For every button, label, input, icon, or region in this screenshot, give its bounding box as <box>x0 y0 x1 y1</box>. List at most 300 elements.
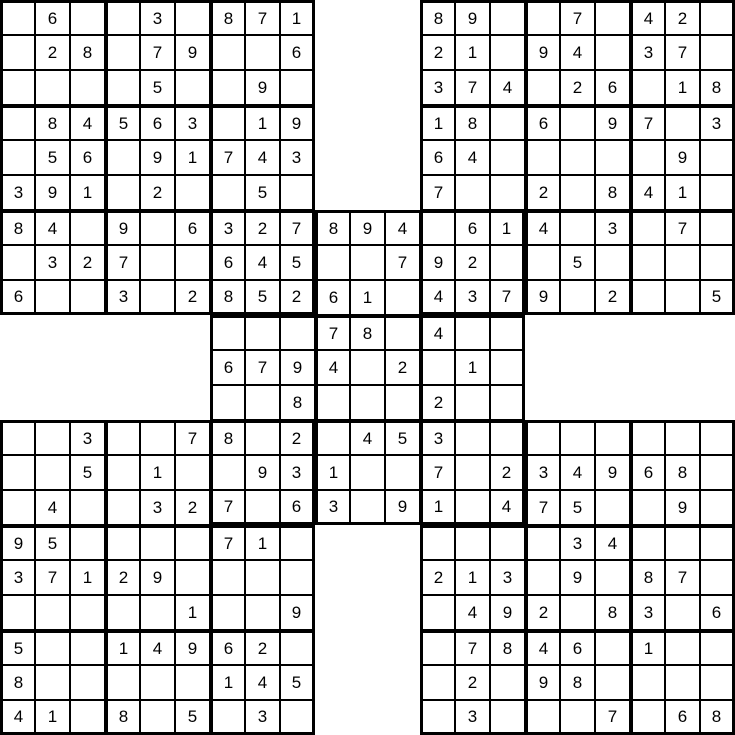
sudoku-cell[interactable]: 4 <box>140 630 175 665</box>
sudoku-cell[interactable]: 2 <box>105 560 140 595</box>
sudoku-cell[interactable] <box>315 420 350 455</box>
sudoku-cell[interactable]: 8 <box>315 210 350 245</box>
sudoku-cell[interactable] <box>210 70 245 105</box>
sudoku-cell[interactable]: 3 <box>595 210 630 245</box>
sudoku-cell[interactable]: 4 <box>595 525 630 560</box>
sudoku-cell[interactable]: 4 <box>420 315 455 350</box>
sudoku-cell[interactable] <box>525 140 560 175</box>
sudoku-cell[interactable] <box>560 210 595 245</box>
sudoku-cell[interactable] <box>350 385 385 420</box>
sudoku-cell[interactable] <box>70 70 105 105</box>
sudoku-cell[interactable]: 2 <box>245 210 280 245</box>
sudoku-cell[interactable] <box>245 35 280 70</box>
sudoku-cell[interactable]: 3 <box>630 35 665 70</box>
sudoku-cell[interactable]: 6 <box>210 630 245 665</box>
sudoku-cell[interactable]: 5 <box>245 280 280 315</box>
sudoku-cell[interactable]: 9 <box>350 210 385 245</box>
sudoku-cell[interactable] <box>0 35 35 70</box>
sudoku-cell[interactable] <box>35 280 70 315</box>
sudoku-cell[interactable]: 9 <box>420 245 455 280</box>
sudoku-cell[interactable] <box>175 70 210 105</box>
sudoku-cell[interactable] <box>560 140 595 175</box>
sudoku-cell[interactable] <box>700 0 735 35</box>
sudoku-cell[interactable]: 3 <box>105 280 140 315</box>
sudoku-cell[interactable] <box>175 455 210 490</box>
sudoku-cell[interactable]: 3 <box>420 70 455 105</box>
sudoku-cell[interactable] <box>595 245 630 280</box>
sudoku-cell[interactable]: 9 <box>490 595 525 630</box>
sudoku-cell[interactable]: 3 <box>315 490 350 525</box>
sudoku-cell[interactable]: 5 <box>385 420 420 455</box>
sudoku-cell[interactable] <box>105 0 140 35</box>
sudoku-cell[interactable] <box>700 525 735 560</box>
sudoku-cell[interactable] <box>700 420 735 455</box>
sudoku-cell[interactable] <box>140 245 175 280</box>
sudoku-cell[interactable]: 5 <box>280 665 315 700</box>
sudoku-cell[interactable]: 2 <box>175 490 210 525</box>
sudoku-cell[interactable]: 4 <box>525 630 560 665</box>
sudoku-cell[interactable] <box>0 595 35 630</box>
sudoku-cell[interactable] <box>350 490 385 525</box>
sudoku-cell[interactable]: 5 <box>175 700 210 735</box>
sudoku-cell[interactable]: 1 <box>455 560 490 595</box>
sudoku-cell[interactable] <box>35 630 70 665</box>
sudoku-cell[interactable] <box>35 455 70 490</box>
sudoku-cell[interactable]: 3 <box>210 210 245 245</box>
sudoku-cell[interactable] <box>0 0 35 35</box>
sudoku-cell[interactable]: 4 <box>35 210 70 245</box>
sudoku-cell[interactable]: 8 <box>210 0 245 35</box>
sudoku-cell[interactable] <box>455 420 490 455</box>
sudoku-cell[interactable]: 3 <box>455 280 490 315</box>
sudoku-cell[interactable] <box>385 280 420 315</box>
sudoku-cell[interactable] <box>280 525 315 560</box>
sudoku-cell[interactable]: 6 <box>700 595 735 630</box>
sudoku-cell[interactable]: 3 <box>700 105 735 140</box>
sudoku-cell[interactable] <box>140 280 175 315</box>
sudoku-cell[interactable]: 3 <box>525 455 560 490</box>
sudoku-cell[interactable] <box>210 385 245 420</box>
sudoku-cell[interactable]: 6 <box>420 140 455 175</box>
sudoku-cell[interactable] <box>420 525 455 560</box>
sudoku-cell[interactable] <box>210 175 245 210</box>
sudoku-cell[interactable]: 8 <box>700 70 735 105</box>
sudoku-cell[interactable] <box>525 0 560 35</box>
sudoku-cell[interactable]: 1 <box>245 105 280 140</box>
sudoku-cell[interactable] <box>245 490 280 525</box>
sudoku-cell[interactable] <box>665 525 700 560</box>
sudoku-cell[interactable] <box>140 420 175 455</box>
sudoku-cell[interactable]: 9 <box>455 0 490 35</box>
sudoku-cell[interactable] <box>280 315 315 350</box>
sudoku-cell[interactable] <box>595 665 630 700</box>
sudoku-cell[interactable] <box>595 140 630 175</box>
sudoku-cell[interactable]: 8 <box>280 385 315 420</box>
sudoku-cell[interactable]: 1 <box>175 595 210 630</box>
sudoku-cell[interactable]: 2 <box>455 245 490 280</box>
sudoku-cell[interactable]: 7 <box>525 490 560 525</box>
sudoku-cell[interactable]: 3 <box>140 490 175 525</box>
sudoku-cell[interactable] <box>420 350 455 385</box>
sudoku-cell[interactable]: 8 <box>595 595 630 630</box>
sudoku-cell[interactable]: 7 <box>385 245 420 280</box>
sudoku-cell[interactable]: 7 <box>315 315 350 350</box>
sudoku-cell[interactable]: 6 <box>315 280 350 315</box>
sudoku-cell[interactable] <box>175 0 210 35</box>
sudoku-cell[interactable] <box>630 700 665 735</box>
sudoku-cell[interactable] <box>700 210 735 245</box>
sudoku-cell[interactable] <box>105 595 140 630</box>
sudoku-cell[interactable] <box>105 70 140 105</box>
sudoku-cell[interactable] <box>175 560 210 595</box>
sudoku-cell[interactable]: 3 <box>630 595 665 630</box>
sudoku-cell[interactable]: 3 <box>175 105 210 140</box>
sudoku-cell[interactable]: 4 <box>35 490 70 525</box>
sudoku-cell[interactable]: 8 <box>700 700 735 735</box>
sudoku-cell[interactable] <box>210 35 245 70</box>
sudoku-cell[interactable] <box>490 105 525 140</box>
sudoku-cell[interactable]: 9 <box>280 595 315 630</box>
sudoku-cell[interactable] <box>420 665 455 700</box>
sudoku-cell[interactable]: 7 <box>490 280 525 315</box>
sudoku-cell[interactable] <box>490 0 525 35</box>
sudoku-cell[interactable]: 6 <box>525 105 560 140</box>
sudoku-cell[interactable]: 4 <box>630 175 665 210</box>
sudoku-cell[interactable] <box>665 595 700 630</box>
sudoku-cell[interactable]: 6 <box>665 700 700 735</box>
sudoku-cell[interactable] <box>105 35 140 70</box>
sudoku-cell[interactable]: 7 <box>210 140 245 175</box>
sudoku-cell[interactable]: 3 <box>560 525 595 560</box>
sudoku-cell[interactable]: 7 <box>175 420 210 455</box>
sudoku-cell[interactable] <box>455 385 490 420</box>
sudoku-cell[interactable]: 5 <box>0 630 35 665</box>
sudoku-cell[interactable]: 1 <box>665 70 700 105</box>
sudoku-cell[interactable]: 7 <box>665 560 700 595</box>
sudoku-cell[interactable] <box>175 245 210 280</box>
sudoku-cell[interactable]: 1 <box>105 630 140 665</box>
sudoku-cell[interactable]: 7 <box>140 35 175 70</box>
sudoku-cell[interactable] <box>630 280 665 315</box>
sudoku-cell[interactable]: 2 <box>70 245 105 280</box>
sudoku-cell[interactable] <box>175 665 210 700</box>
sudoku-cell[interactable] <box>700 665 735 700</box>
sudoku-cell[interactable] <box>490 700 525 735</box>
sudoku-cell[interactable]: 6 <box>280 35 315 70</box>
sudoku-cell[interactable] <box>105 420 140 455</box>
sudoku-cell[interactable] <box>595 0 630 35</box>
sudoku-cell[interactable]: 2 <box>560 70 595 105</box>
sudoku-cell[interactable]: 4 <box>525 210 560 245</box>
sudoku-cell[interactable]: 7 <box>210 490 245 525</box>
sudoku-cell[interactable]: 1 <box>455 350 490 385</box>
sudoku-cell[interactable]: 3 <box>420 420 455 455</box>
sudoku-cell[interactable]: 1 <box>175 140 210 175</box>
sudoku-cell[interactable]: 9 <box>280 350 315 385</box>
sudoku-cell[interactable]: 2 <box>455 665 490 700</box>
sudoku-cell[interactable]: 5 <box>70 455 105 490</box>
sudoku-cell[interactable]: 2 <box>140 175 175 210</box>
sudoku-cell[interactable] <box>665 245 700 280</box>
sudoku-cell[interactable] <box>315 245 350 280</box>
sudoku-cell[interactable]: 7 <box>595 700 630 735</box>
sudoku-cell[interactable]: 4 <box>245 665 280 700</box>
sudoku-cell[interactable] <box>175 175 210 210</box>
sudoku-cell[interactable]: 4 <box>420 280 455 315</box>
sudoku-cell[interactable]: 3 <box>245 700 280 735</box>
sudoku-cell[interactable] <box>35 70 70 105</box>
sudoku-cell[interactable]: 7 <box>665 210 700 245</box>
sudoku-cell[interactable] <box>490 350 525 385</box>
sudoku-cell[interactable]: 9 <box>560 560 595 595</box>
sudoku-cell[interactable]: 3 <box>35 245 70 280</box>
sudoku-cell[interactable] <box>490 35 525 70</box>
sudoku-cell[interactable]: 9 <box>140 560 175 595</box>
sudoku-cell[interactable] <box>70 595 105 630</box>
sudoku-cell[interactable] <box>70 0 105 35</box>
sudoku-cell[interactable]: 7 <box>420 455 455 490</box>
sudoku-cell[interactable] <box>210 315 245 350</box>
sudoku-cell[interactable] <box>175 525 210 560</box>
sudoku-cell[interactable]: 9 <box>245 70 280 105</box>
sudoku-cell[interactable]: 7 <box>455 630 490 665</box>
sudoku-cell[interactable]: 8 <box>210 280 245 315</box>
sudoku-cell[interactable] <box>630 210 665 245</box>
sudoku-cell[interactable] <box>140 665 175 700</box>
sudoku-cell[interactable]: 3 <box>70 420 105 455</box>
sudoku-cell[interactable]: 2 <box>525 175 560 210</box>
sudoku-cell[interactable] <box>245 560 280 595</box>
sudoku-cell[interactable]: 6 <box>455 210 490 245</box>
sudoku-cell[interactable]: 6 <box>0 280 35 315</box>
sudoku-cell[interactable] <box>700 140 735 175</box>
sudoku-cell[interactable]: 8 <box>595 175 630 210</box>
sudoku-cell[interactable] <box>0 105 35 140</box>
sudoku-cell[interactable] <box>560 175 595 210</box>
sudoku-cell[interactable]: 8 <box>0 665 35 700</box>
sudoku-cell[interactable]: 3 <box>280 140 315 175</box>
sudoku-cell[interactable] <box>490 665 525 700</box>
sudoku-cell[interactable]: 1 <box>420 105 455 140</box>
sudoku-cell[interactable] <box>210 105 245 140</box>
sudoku-cell[interactable]: 4 <box>350 420 385 455</box>
sudoku-cell[interactable]: 6 <box>140 105 175 140</box>
sudoku-cell[interactable]: 4 <box>315 350 350 385</box>
sudoku-cell[interactable]: 8 <box>0 210 35 245</box>
sudoku-cell[interactable]: 1 <box>455 35 490 70</box>
sudoku-cell[interactable]: 1 <box>315 455 350 490</box>
sudoku-cell[interactable] <box>525 245 560 280</box>
sudoku-cell[interactable]: 6 <box>560 630 595 665</box>
sudoku-cell[interactable]: 9 <box>280 105 315 140</box>
sudoku-cell[interactable]: 9 <box>175 630 210 665</box>
sudoku-cell[interactable]: 2 <box>420 560 455 595</box>
sudoku-cell[interactable] <box>70 630 105 665</box>
sudoku-cell[interactable]: 3 <box>0 175 35 210</box>
sudoku-cell[interactable] <box>140 525 175 560</box>
sudoku-cell[interactable] <box>385 455 420 490</box>
sudoku-cell[interactable]: 2 <box>490 455 525 490</box>
sudoku-cell[interactable] <box>280 560 315 595</box>
sudoku-cell[interactable] <box>700 35 735 70</box>
sudoku-cell[interactable] <box>700 175 735 210</box>
sudoku-cell[interactable]: 1 <box>350 280 385 315</box>
sudoku-cell[interactable] <box>420 210 455 245</box>
sudoku-cell[interactable]: 9 <box>595 455 630 490</box>
sudoku-cell[interactable] <box>630 490 665 525</box>
sudoku-cell[interactable]: 3 <box>490 560 525 595</box>
sudoku-cell[interactable]: 6 <box>210 350 245 385</box>
sudoku-cell[interactable]: 9 <box>35 175 70 210</box>
sudoku-cell[interactable] <box>0 490 35 525</box>
sudoku-cell[interactable] <box>210 455 245 490</box>
sudoku-cell[interactable] <box>245 595 280 630</box>
sudoku-cell[interactable] <box>315 385 350 420</box>
sudoku-cell[interactable]: 9 <box>385 490 420 525</box>
sudoku-cell[interactable]: 8 <box>665 455 700 490</box>
sudoku-cell[interactable] <box>630 420 665 455</box>
sudoku-cell[interactable] <box>350 350 385 385</box>
sudoku-cell[interactable] <box>420 630 455 665</box>
sudoku-cell[interactable]: 7 <box>35 560 70 595</box>
sudoku-cell[interactable] <box>0 245 35 280</box>
sudoku-cell[interactable]: 8 <box>350 315 385 350</box>
sudoku-cell[interactable]: 2 <box>420 35 455 70</box>
sudoku-cell[interactable]: 1 <box>630 630 665 665</box>
sudoku-cell[interactable] <box>455 315 490 350</box>
sudoku-cell[interactable] <box>560 595 595 630</box>
sudoku-cell[interactable]: 9 <box>175 35 210 70</box>
sudoku-cell[interactable]: 9 <box>665 140 700 175</box>
sudoku-cell[interactable] <box>350 245 385 280</box>
sudoku-cell[interactable] <box>420 595 455 630</box>
sudoku-cell[interactable] <box>595 490 630 525</box>
sudoku-cell[interactable] <box>525 525 560 560</box>
sudoku-cell[interactable]: 2 <box>525 595 560 630</box>
sudoku-cell[interactable]: 5 <box>35 525 70 560</box>
sudoku-cell[interactable]: 1 <box>665 175 700 210</box>
sudoku-cell[interactable]: 8 <box>490 630 525 665</box>
sudoku-cell[interactable] <box>560 700 595 735</box>
sudoku-cell[interactable] <box>665 630 700 665</box>
sudoku-cell[interactable]: 5 <box>105 105 140 140</box>
sudoku-cell[interactable]: 5 <box>560 490 595 525</box>
sudoku-cell[interactable] <box>560 420 595 455</box>
sudoku-cell[interactable]: 4 <box>560 455 595 490</box>
sudoku-cell[interactable] <box>35 420 70 455</box>
sudoku-cell[interactable] <box>35 595 70 630</box>
sudoku-cell[interactable]: 4 <box>455 595 490 630</box>
sudoku-cell[interactable] <box>210 700 245 735</box>
sudoku-cell[interactable] <box>245 315 280 350</box>
sudoku-cell[interactable]: 3 <box>0 560 35 595</box>
sudoku-cell[interactable] <box>35 665 70 700</box>
sudoku-cell[interactable]: 7 <box>245 350 280 385</box>
sudoku-cell[interactable]: 1 <box>420 490 455 525</box>
sudoku-cell[interactable] <box>525 700 560 735</box>
sudoku-cell[interactable] <box>595 560 630 595</box>
sudoku-cell[interactable] <box>455 525 490 560</box>
sudoku-cell[interactable] <box>280 175 315 210</box>
sudoku-cell[interactable]: 4 <box>490 490 525 525</box>
sudoku-cell[interactable]: 4 <box>630 0 665 35</box>
sudoku-cell[interactable]: 4 <box>0 700 35 735</box>
sudoku-cell[interactable]: 3 <box>140 0 175 35</box>
sudoku-cell[interactable]: 1 <box>140 455 175 490</box>
sudoku-cell[interactable] <box>0 140 35 175</box>
sudoku-cell[interactable] <box>525 560 560 595</box>
sudoku-cell[interactable]: 6 <box>175 210 210 245</box>
sudoku-cell[interactable]: 7 <box>245 0 280 35</box>
sudoku-cell[interactable]: 9 <box>245 455 280 490</box>
sudoku-cell[interactable] <box>700 490 735 525</box>
sudoku-cell[interactable] <box>490 175 525 210</box>
sudoku-cell[interactable] <box>210 560 245 595</box>
sudoku-cell[interactable] <box>0 70 35 105</box>
sudoku-cell[interactable] <box>455 175 490 210</box>
sudoku-cell[interactable]: 8 <box>35 105 70 140</box>
sudoku-cell[interactable] <box>630 70 665 105</box>
sudoku-cell[interactable] <box>70 210 105 245</box>
sudoku-cell[interactable]: 1 <box>490 210 525 245</box>
sudoku-cell[interactable] <box>490 245 525 280</box>
sudoku-cell[interactable]: 8 <box>105 700 140 735</box>
sudoku-cell[interactable] <box>70 665 105 700</box>
sudoku-cell[interactable]: 9 <box>525 665 560 700</box>
sudoku-cell[interactable] <box>385 315 420 350</box>
sudoku-cell[interactable] <box>420 700 455 735</box>
sudoku-cell[interactable]: 9 <box>595 105 630 140</box>
sudoku-cell[interactable]: 9 <box>140 140 175 175</box>
sudoku-cell[interactable] <box>490 140 525 175</box>
sudoku-cell[interactable]: 3 <box>280 455 315 490</box>
sudoku-cell[interactable] <box>665 420 700 455</box>
sudoku-cell[interactable]: 1 <box>70 560 105 595</box>
sudoku-cell[interactable]: 2 <box>245 630 280 665</box>
sudoku-cell[interactable]: 1 <box>70 175 105 210</box>
sudoku-cell[interactable]: 2 <box>595 280 630 315</box>
sudoku-cell[interactable] <box>210 595 245 630</box>
sudoku-cell[interactable] <box>560 280 595 315</box>
sudoku-cell[interactable]: 8 <box>560 665 595 700</box>
sudoku-cell[interactable]: 1 <box>35 700 70 735</box>
sudoku-cell[interactable]: 7 <box>280 210 315 245</box>
sudoku-cell[interactable]: 6 <box>280 490 315 525</box>
sudoku-cell[interactable]: 7 <box>210 525 245 560</box>
sudoku-cell[interactable] <box>630 245 665 280</box>
sudoku-cell[interactable]: 7 <box>560 0 595 35</box>
sudoku-cell[interactable] <box>70 280 105 315</box>
sudoku-cell[interactable] <box>525 70 560 105</box>
sudoku-cell[interactable] <box>280 70 315 105</box>
sudoku-cell[interactable] <box>105 140 140 175</box>
sudoku-cell[interactable] <box>105 665 140 700</box>
sudoku-cell[interactable]: 6 <box>70 140 105 175</box>
sudoku-cell[interactable] <box>280 630 315 665</box>
sudoku-cell[interactable]: 8 <box>420 0 455 35</box>
sudoku-cell[interactable]: 4 <box>455 140 490 175</box>
sudoku-cell[interactable] <box>70 525 105 560</box>
sudoku-cell[interactable] <box>490 525 525 560</box>
sudoku-cell[interactable]: 9 <box>0 525 35 560</box>
sudoku-cell[interactable] <box>490 315 525 350</box>
sudoku-cell[interactable] <box>490 385 525 420</box>
sudoku-cell[interactable] <box>245 385 280 420</box>
sudoku-cell[interactable] <box>630 140 665 175</box>
sudoku-cell[interactable]: 7 <box>455 70 490 105</box>
sudoku-cell[interactable]: 8 <box>630 560 665 595</box>
sudoku-cell[interactable]: 6 <box>210 245 245 280</box>
